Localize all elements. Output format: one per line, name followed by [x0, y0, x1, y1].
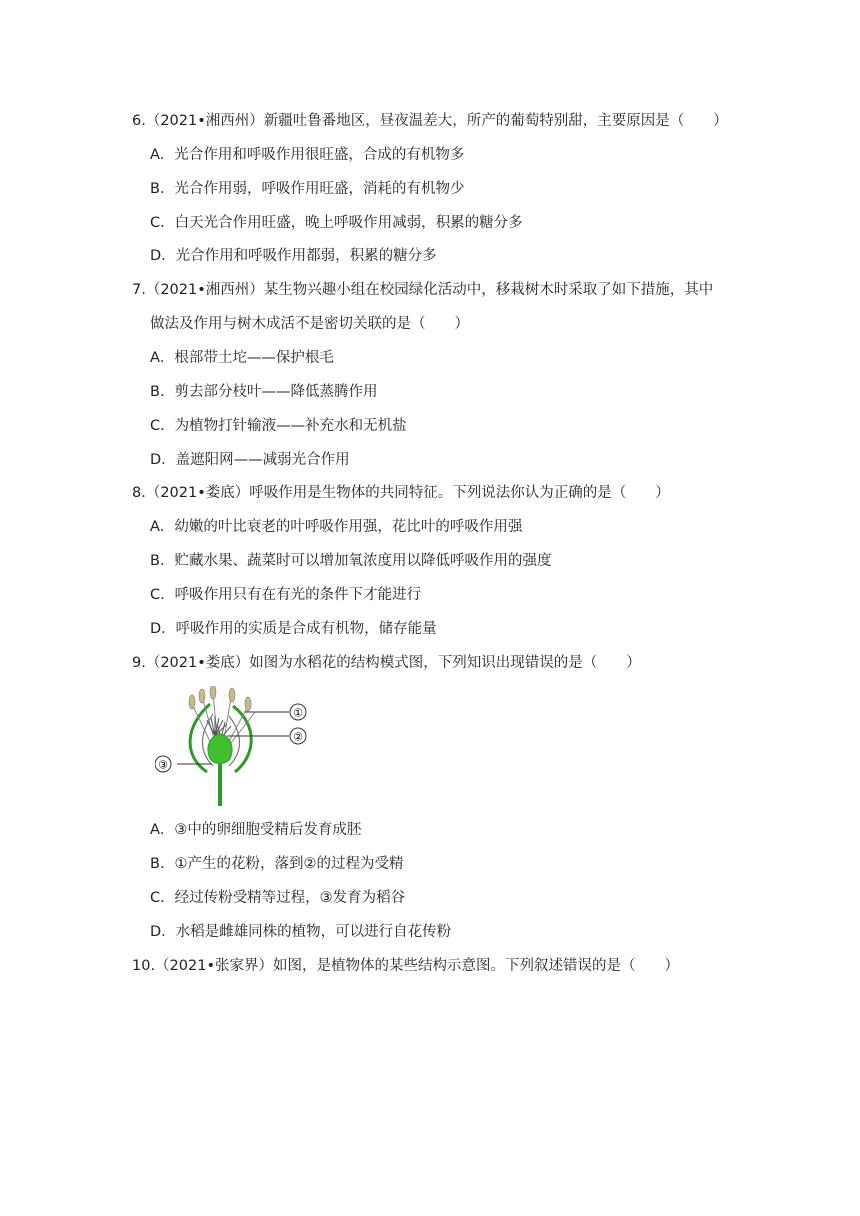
question-9-stem: 9.（2021•娄底）如图为水稻花的结构模式图，下列知识出现错误的是（ ）	[132, 655, 641, 671]
question-6-option-c[interactable]: C．白天光合作用旺盛，晚上呼吸作用减弱，积累的糖分多	[150, 215, 523, 231]
question-7-stem: 7.（2021•湘西州）某生物兴趣小组在校园绿化活动中，移栽树木时采取了如下措施，其中	[132, 282, 714, 298]
question-7-option-a[interactable]: A．根部带土坨——保护根毛	[150, 350, 334, 366]
figure-label-3: ③	[158, 758, 168, 772]
question-8-stem: 8.（2021•娄底）呼吸作用是生物体的共同特征。下列说法你认为正确的是（ ）	[132, 485, 670, 501]
question-7-stem-continued: 做法及作用与树木成活不是密切关联的是（ ）	[150, 316, 469, 332]
question-7-option-b[interactable]: B．剪去部分枝叶——降低蒸腾作用	[150, 384, 378, 400]
question-6-option-d[interactable]: D．光合作用和呼吸作用都弱，积累的糖分多	[150, 248, 437, 264]
rice-flower-diagram	[155, 686, 325, 808]
figure-label-1: ①	[293, 706, 303, 720]
question-8-option-d[interactable]: D．呼吸作用的实质是合成有机物，储存能量	[150, 621, 437, 637]
question-6-option-b[interactable]: B．光合作用弱，呼吸作用旺盛，消耗的有机物少	[150, 181, 465, 197]
figure-label-2: ②	[293, 730, 303, 744]
question-6-option-a[interactable]: A．光合作用和呼吸作用很旺盛，合成的有机物多	[150, 147, 465, 163]
rice-flower-illustration	[155, 686, 325, 808]
question-7-option-d[interactable]: D．盖遮阳网——减弱光合作用	[150, 452, 350, 468]
question-6-stem: 6.（2021•湘西州）新疆吐鲁番地区，昼夜温差大，所产的葡萄特别甜，主要原因是（ ）	[132, 113, 728, 129]
question-9-option-b[interactable]: B．①产生的花粉，落到②的过程为受精	[150, 856, 404, 872]
question-9-option-d[interactable]: D．水稻是雌雄同株的植物，可以进行自花传粉	[150, 924, 452, 940]
question-9-option-c[interactable]: C．经过传粉受精等过程，③发育为稻谷	[150, 890, 406, 906]
question-9-option-a[interactable]: A．③中的卵细胞受精后发育成胚	[150, 822, 362, 838]
question-7-option-c[interactable]: C．为植物打针输液——补充水和无机盐	[150, 418, 407, 434]
question-8-option-a[interactable]: A．幼嫩的叶比衰老的叶呼吸作用强，花比叶的呼吸作用强	[150, 519, 523, 535]
question-8-option-b[interactable]: B．贮藏水果、蔬菜时可以增加氧浓度用以降低呼吸作用的强度	[150, 553, 552, 569]
question-10-stem: 10.（2021•张家界）如图，是植物体的某些结构示意图。下列叙述错误的是（ ）	[132, 958, 680, 974]
question-8-option-c[interactable]: C．呼吸作用只有在有光的条件下才能进行	[150, 587, 422, 603]
